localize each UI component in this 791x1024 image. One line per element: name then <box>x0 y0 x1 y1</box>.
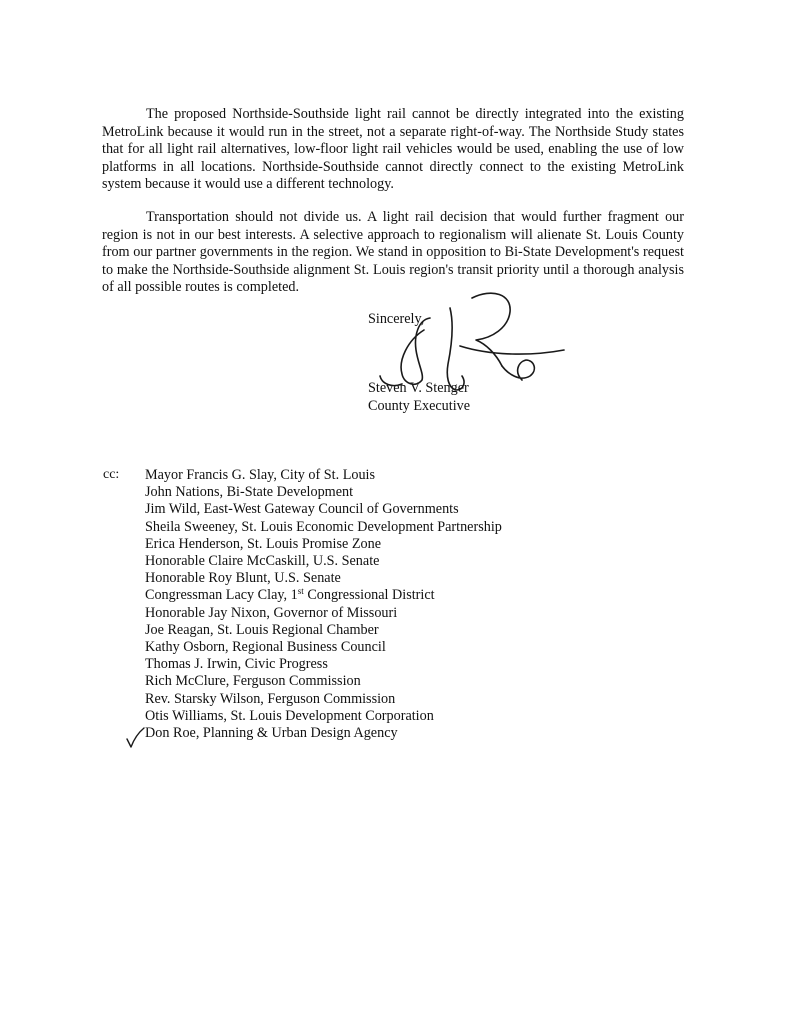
handwritten-signature <box>352 284 567 400</box>
cc-recipient: Congressman Lacy Clay, 1st Congressional District <box>145 586 435 604</box>
cc-recipient: Kathy Osborn, Regional Business Council <box>145 639 386 656</box>
cc-recipient: Don Roe, Planning & Urban Design Agency <box>145 725 398 742</box>
cc-recipient: Erica Henderson, St. Louis Promise Zone <box>145 535 382 552</box>
cc-recipient: John Nations, Bi-State Development <box>145 484 354 501</box>
cc-recipient: Honorable Jay Nixon, Governor of Missouri <box>145 604 398 621</box>
cc-recipient: Otis Williams, St. Louis Development Corporation <box>145 707 434 724</box>
cc-recipient: Rich McClure, Ferguson Commission <box>145 673 361 690</box>
checkmark-icon <box>125 727 145 749</box>
cc-recipient: Honorable Claire McCaskill, U.S. Senate <box>145 553 380 570</box>
cc-recipient: Joe Reagan, St. Louis Regional Chamber <box>145 621 379 638</box>
cc-recipient: Mayor Francis G. Slay, City of St. Louis <box>145 467 376 483</box>
cc-recipient: Sheila Sweeney, St. Louis Economic Development Partnership <box>145 518 502 535</box>
cc-recipient: Thomas J. Irwin, Civic Progress <box>145 656 328 673</box>
cc-label: cc: <box>103 467 120 482</box>
signer-title: County Executive <box>368 398 471 414</box>
body-paragraph-2: Transportation should not divide us. A light rail decision that would further fragment our region is not in our best interests. A selective approach to regionalism will alienate St. Louis County from our partner governments in the region. We stand in opposition to Bi-State Development's request to make the Northside-Southside alignment St. Louis region's transit priority until a thorough analysis of all possible routes is completed. <box>102 209 684 296</box>
cc-recipient: Jim Wild, East-West Gateway Council of Governments <box>145 501 459 518</box>
cc-recipient: Honorable Roy Blunt, U.S. Senate <box>145 570 341 587</box>
cc-recipient-list <box>145 467 502 742</box>
cc-recipient: Rev. Starsky Wilson, Ferguson Commission <box>145 690 396 707</box>
closing-salutation: Sincerely, <box>368 311 425 327</box>
signer-name: Steven V. Stenger <box>368 380 469 396</box>
body-paragraph-1: The proposed Northside-Southside light rail cannot be directly integrated into the existing MetroLink because it would run in the street, not a separate right-of-way. The Northside Study states that for all light rail alternatives, low-floor light rail vehicles would be used, enabling the use of low platforms in all locations. Northside-Southside cannot directly connect to the existing MetroLink system because it would use a different technology. <box>102 106 684 193</box>
